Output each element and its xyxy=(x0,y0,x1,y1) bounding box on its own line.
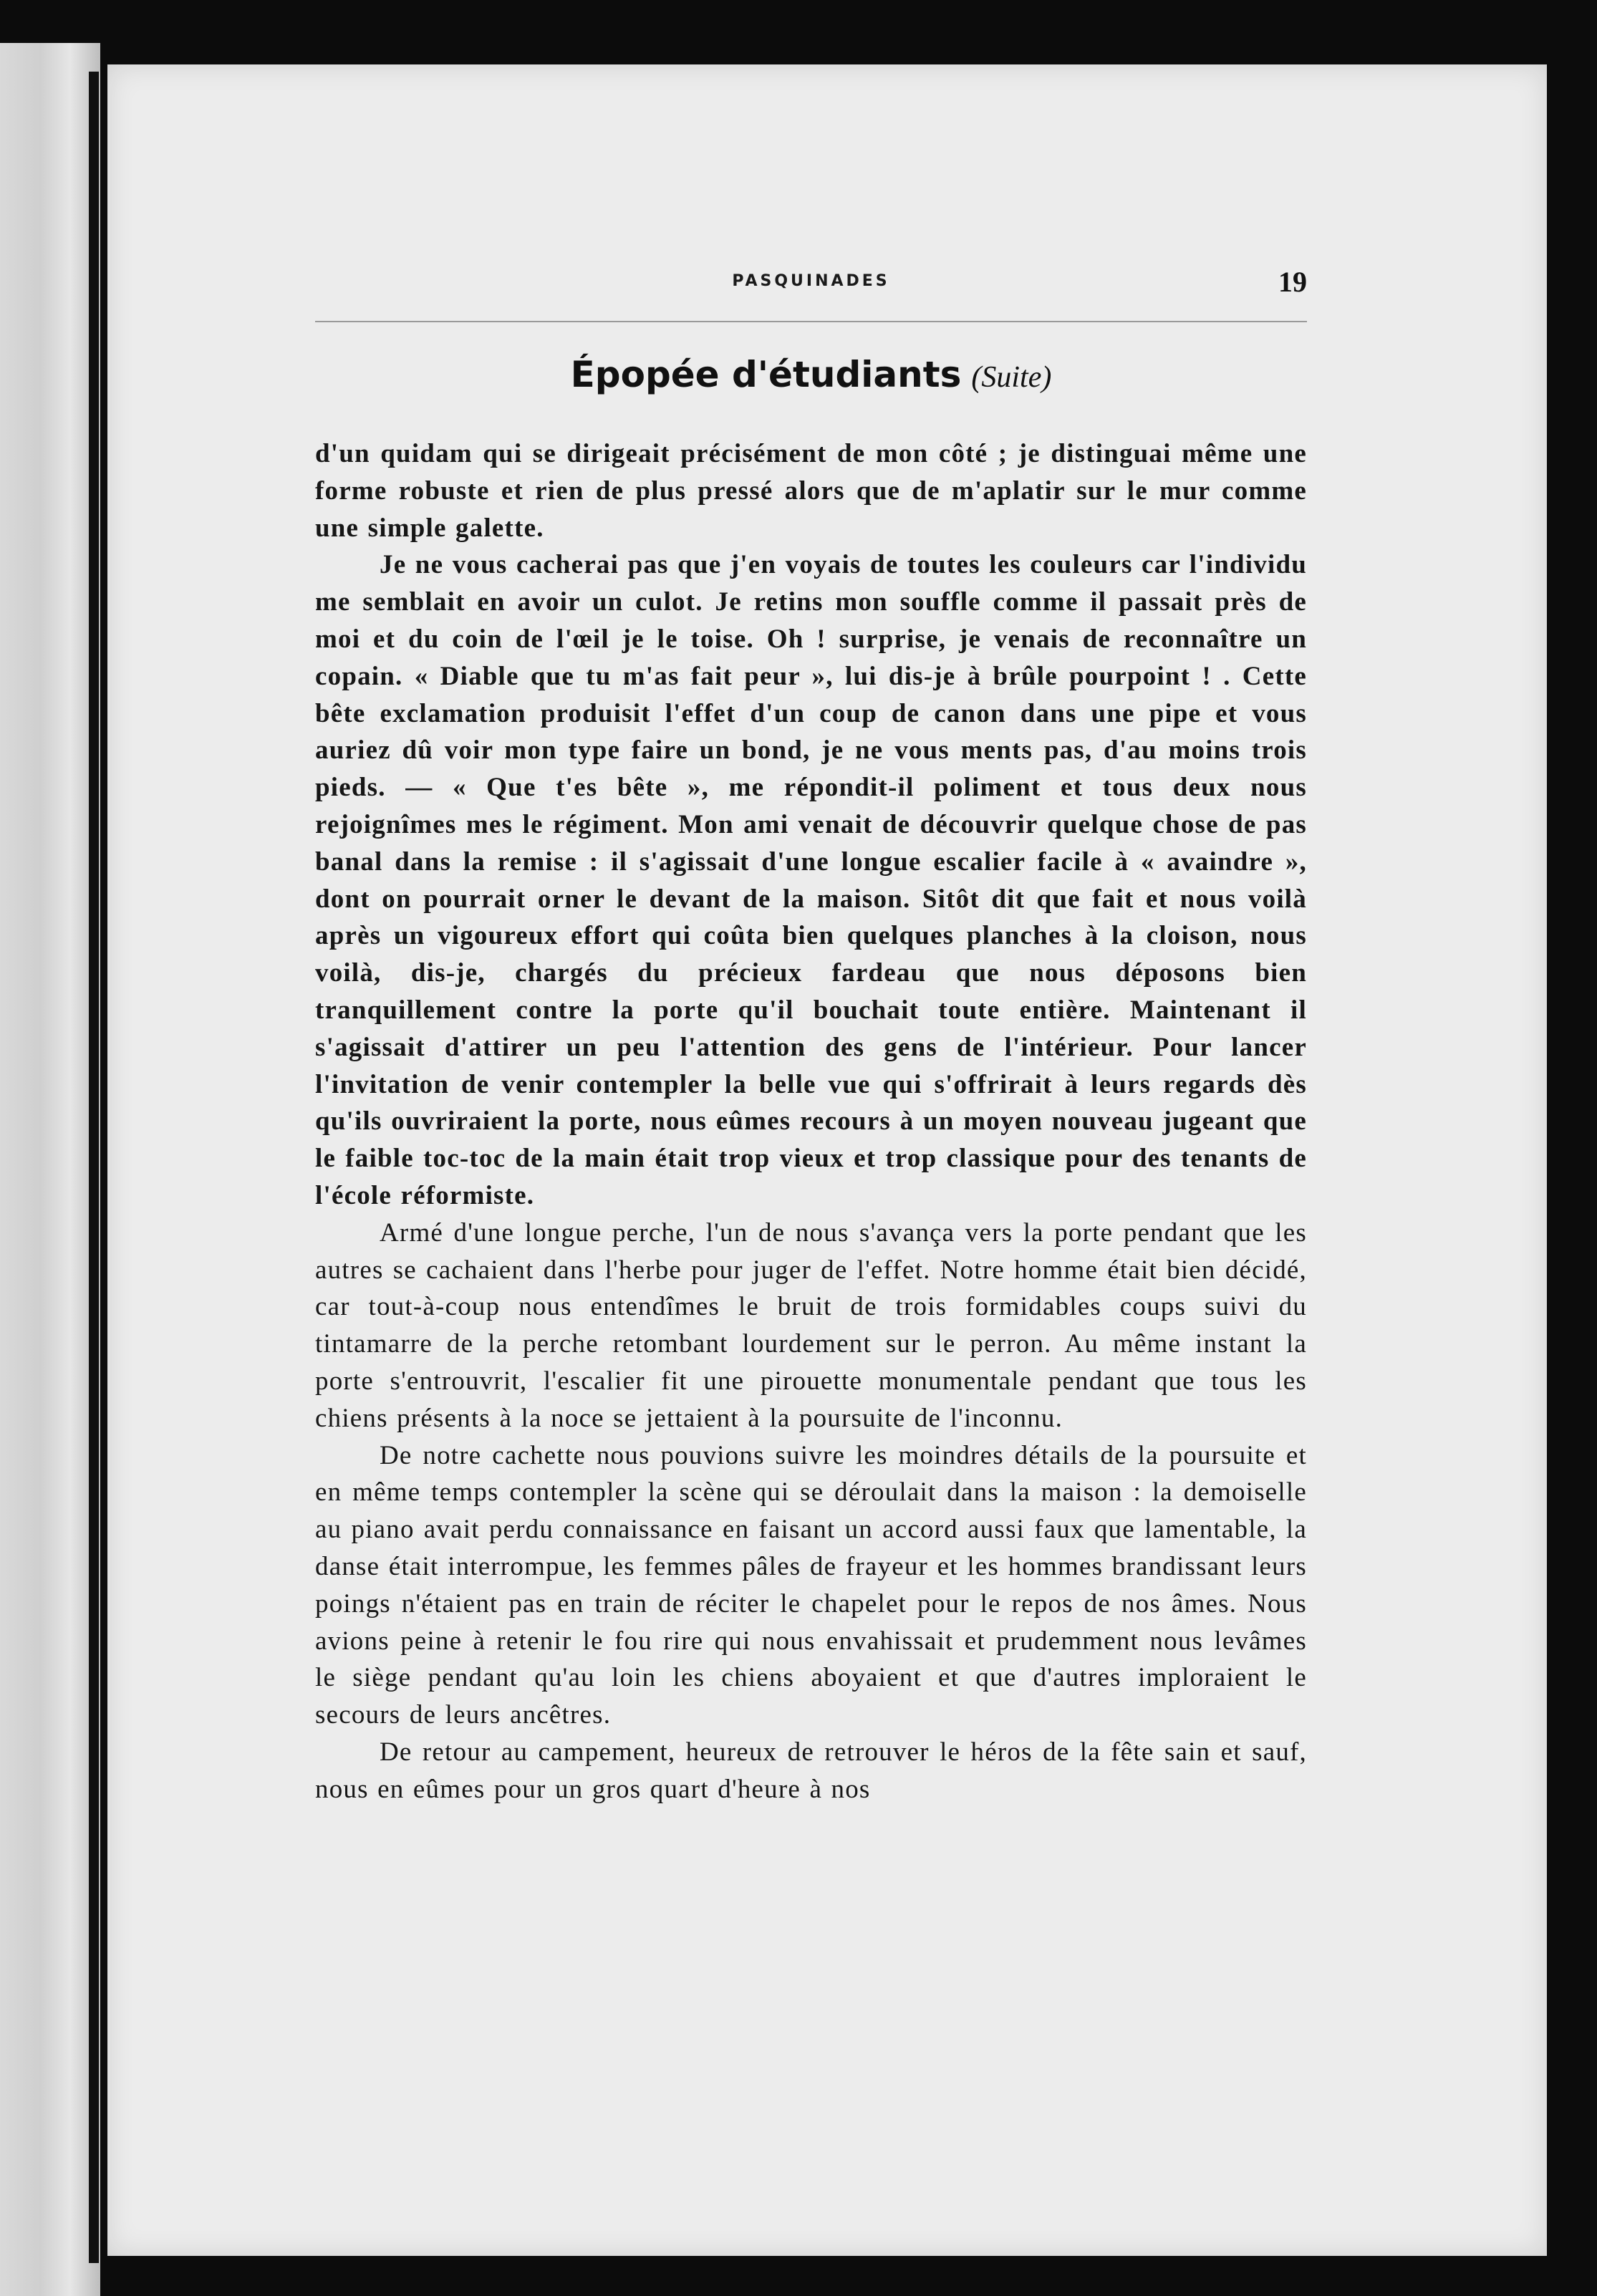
running-head xyxy=(315,265,1307,315)
previous-page-edge xyxy=(0,43,100,2296)
page xyxy=(107,64,1547,2256)
page-content xyxy=(315,265,1307,1808)
article-title xyxy=(315,354,1307,395)
paragraph-5: De retour au campement, heureux de retrouver le héros de la fête sain et sauf, nous en eûmes pour un gros quart d'heure à nos xyxy=(315,1737,1307,1804)
article-body xyxy=(315,435,1307,1808)
article-title-subtitle: (Suite) xyxy=(971,361,1052,394)
binding-shadow xyxy=(89,72,99,2263)
paragraph-1: d'un quidam qui se dirigeait précisément de mon côté ; je distinguai même une forme robuste et rien de plus pressé alors que de m'aplatir sur le mur comme une simple galette. xyxy=(315,439,1307,543)
paragraph-3: Armé d'une longue perche, l'un de nous s'avança vers la porte pendant que les autres se cachaient dans l'herbe pour juger de l'effet. Notre homme était bien décidé, car tout-à-coup nous entendîmes le bruit de trois formidables coups suivi du tintamarre de la perche retombant lourdement sur le perron. Au même instant la porte s'entrouvrit, l'escalier fit une pirouette monumentale pendant que tous les chiens présents à la noce se jettaient à la poursuite de l'inconnu. xyxy=(315,1217,1307,1433)
paragraph-2: Je ne vous cacherai pas que j'en voyais de toutes les couleurs car l'individu me semblait en avoir un culot. Je retins mon souffle comme il passait près de moi et du coin de l'œil je le toise. Oh ! surprise, je venais de reconnaître un copain. « Diable que tu m'as fait peur », lui dis-je à brûle pourpoint ! . Cette bête exclamation produisit l'effet d'un coup de canon dans une pipe et vous auriez dû voir mon type faire un bond, je ne vous ments pas, d'au moins trois pieds. — « Que t'es bête », me répondit-il poliment et tous deux nous rejoignîmes mes le régiment. Mon ami venait de découvrir quelque chose de pas banal dans la remise : il s'agissait d'une longue escalier facile à « avaindre », dont on pourrait orner le devant de la maison. Sitôt dit que fait et nous voilà après un vigoureux effort qui coûta bien quelques planches à la cloison, nous voilà, dis-je, chargés du précieux fardeau que nous déposons bien tranquillement contre la porte qu'il bouchait toute entière. Maintenant il s'agissait d'attirer un peu l'attention des gens de l'intérieur. Pour lancer l'invitation de venir contempler la belle vue qui s'offrirait à leurs regards dès qu'ils ouvriraient la porte, nous eûmes recours à un moyen nouveau jugeant que le faible toc-toc de la main était trop vieux et trop classique pour des tenants de l'école réformiste. xyxy=(315,550,1307,1210)
header-rule xyxy=(315,321,1307,322)
article-title-main: Épopée d'étudiants xyxy=(570,354,962,395)
running-title: PASQUINADES xyxy=(732,272,890,290)
page-number: 19 xyxy=(1278,266,1307,298)
paragraph-4: De notre cachette nous pouvions suivre les moindres détails de la poursuite et en même temps contempler la scène qui se déroulait dans la maison : la demoiselle au piano avait perdu connaissance en faisant un accord aussi faux que lamentable, la danse était interrompue, les femmes pâles de frayeur et les hommes brandissant leurs poings n'étaient pas en train de réciter le chapelet pour le repos de nos âmes. Nous avions peine à retenir le fou rire qui nous envahissait et prudemment nous levâmes le siège pendant qu'au loin les chiens aboyaient et que d'autres imploraient le secours de leurs ancêtres. xyxy=(315,1440,1307,1730)
